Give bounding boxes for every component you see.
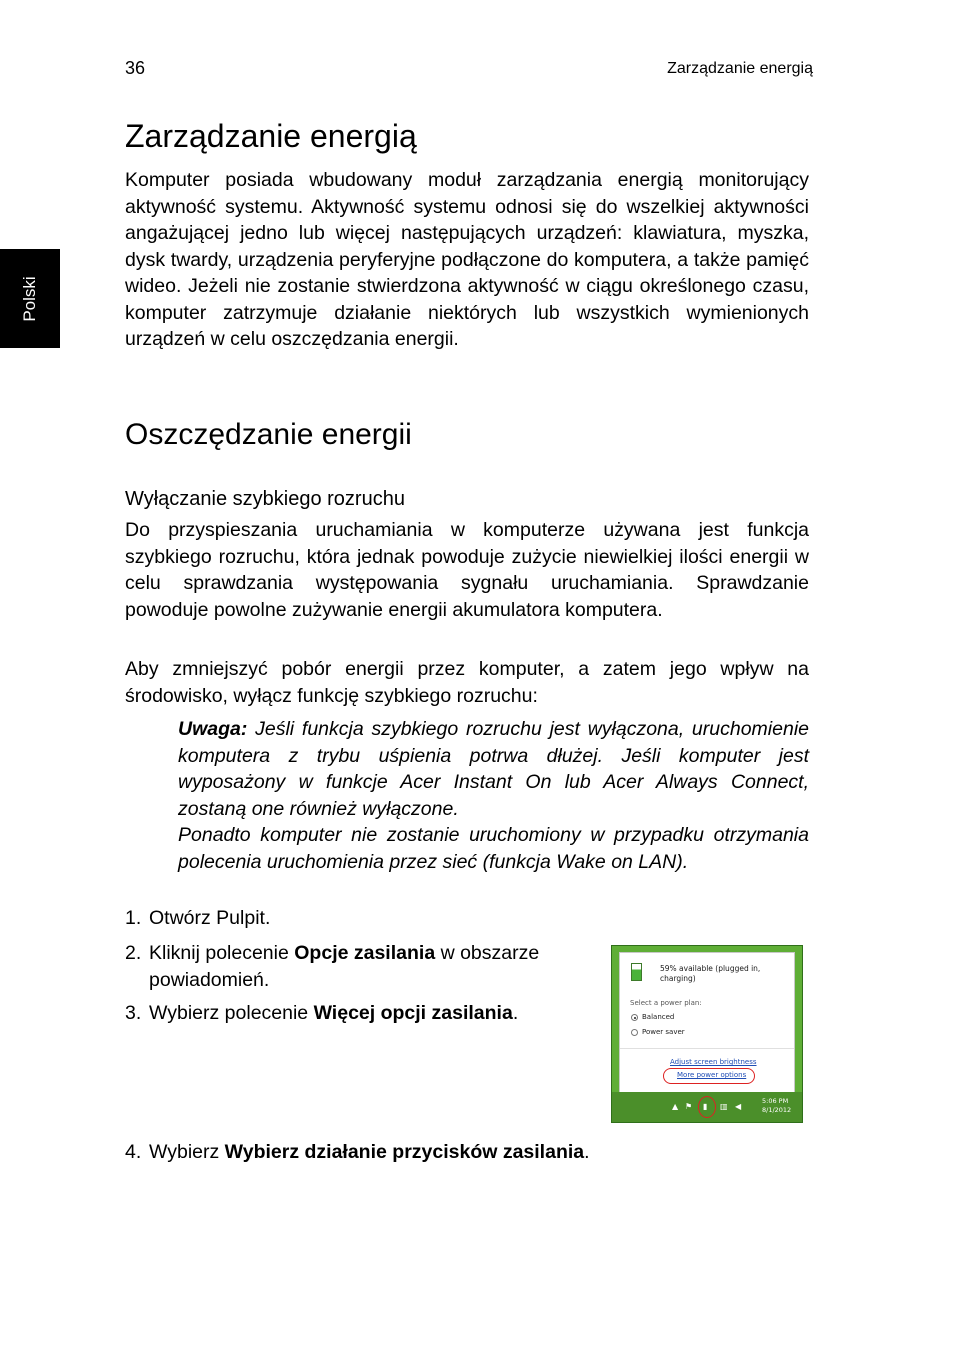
step-text-end: w obszarze — [435, 942, 540, 964]
reduce-energy-paragraph: Aby zmniejszyć pobór energii przez komputer, a zatem jego wpływ na środowisko, wyłącz funkcję szybkiego rozruchu: — [125, 658, 809, 707]
language-side-tab — [0, 249, 60, 348]
note-paragraph-1 — [178, 716, 809, 822]
step-text-end: . — [512, 1002, 519, 1024]
step-number: 3. — [125, 1002, 142, 1024]
adjust-brightness-link[interactable]: Adjust screen brightness — [670, 1058, 757, 1066]
power-plan-label: Select a power plan: — [630, 999, 702, 1007]
reduce-energy-paragraph-wrap — [125, 656, 809, 709]
intro-block — [125, 167, 809, 353]
panel-divider — [620, 1048, 794, 1049]
step-bold-text: Opcje zasilania — [294, 942, 436, 964]
section-title: Oszczędzanie energii — [125, 418, 412, 451]
taskbar-clock[interactable] — [762, 1097, 791, 1115]
step-text: Wybierz — [149, 1141, 225, 1163]
section-energy-saving — [125, 418, 809, 452]
note-block — [178, 716, 809, 875]
fast-startup-paragraph: Do przyspieszania uruchamiania w komputerze używana jest funkcja szybkiego rozruchu, która jednak powoduje zużycie niewielkiej ilości energii w celu sprawdzania występowania sygnału uruchamiania. Sprawdzanie powoduje powolne zużywanie energii akumulatora komputera. — [125, 519, 809, 621]
step-text: Wybierz polecenie — [149, 1002, 314, 1024]
power-flyout-screenshot — [611, 945, 803, 1123]
step-text: Otwórz Pulpit. — [149, 907, 271, 929]
step-text: Kliknij polecenie — [149, 942, 295, 964]
step-number: 4. — [125, 1141, 142, 1163]
power-flyout-panel — [619, 952, 795, 1093]
power-tray-icon[interactable]: ▮ — [703, 1102, 708, 1111]
page-number: 36 — [125, 58, 146, 78]
intro-paragraph: Komputer posiada wbudowany moduł zarządzania energią monitorujący aktywność systemu. Aktywność systemu odnosi się do wszelkiej aktywności angażującej jedno lub więcej następujących urządzeń: klawiatura, myszka, dysk twardy, urządzenia peryferyjne podłączone do komputera, a także pamięć wideo. Jeżeli nie zostanie stwierdzona aktywność w ciągu określonego czasu, komputer zatrzymuje działanie niektórych lub wszystkich wymienionych urządzeń w celu oszczędzania energii. — [125, 169, 809, 350]
step-3 — [125, 1000, 518, 1027]
subsection-heading-wrap — [125, 487, 809, 511]
step-4 — [125, 1139, 590, 1166]
highlight-circle — [663, 1068, 755, 1084]
volume-icon[interactable]: ◀ — [735, 1102, 742, 1111]
running-header: Zarządzanie energią — [667, 60, 813, 77]
show-hidden-icons-icon[interactable]: ▲ — [672, 1102, 679, 1111]
more-power-options-link[interactable]: More power options — [677, 1071, 747, 1079]
note-label: Uwaga: — [178, 718, 248, 740]
subsection-title: Wyłączanie szybkiego rozruchu — [125, 488, 405, 510]
language-label: Polski — [20, 276, 39, 322]
battery-status-text: 59% available (plugged in, charging) — [660, 964, 761, 983]
note-text-1: Jeśli funkcja szybkiego rozruchu jest wyłączona, uruchomienie komputera z trybu uśpienia potrwa dłużej. Jeśli komputer jest wyposażony w funkcje Acer Instant On lub Acer Always Connect, zostaną one również wyłączone. — [178, 718, 809, 820]
balanced-radio[interactable] — [631, 1014, 638, 1021]
step-number: 1. — [125, 907, 142, 929]
clock-time: 5:06 PM — [762, 1097, 789, 1105]
network-icon[interactable]: ▥ — [720, 1102, 728, 1111]
power-saver-radio[interactable] — [631, 1029, 638, 1036]
taskbar — [612, 1092, 802, 1122]
note-text-2: Ponadto komputer nie zostanie uruchomiony w przypadku otrzymania polecenia uruchomienia przez sieć (funkcja Wake on LAN). — [178, 824, 809, 873]
fast-startup-paragraph-wrap — [125, 517, 809, 623]
section-power-management — [125, 118, 809, 154]
step-number: 2. — [125, 942, 142, 964]
tray-highlight-circle — [698, 1096, 716, 1118]
page-title: Zarządzanie energią — [125, 118, 417, 154]
step-text-line2: powiadomień. — [149, 968, 270, 991]
clock-date: 8/1/2012 — [762, 1106, 792, 1114]
balanced-option-label: Balanced — [642, 1013, 675, 1021]
step-bold-text: Więcej opcji zasilania — [313, 1002, 513, 1024]
action-center-flag-icon[interactable]: ⚑ — [685, 1102, 693, 1111]
step-1 — [125, 905, 270, 932]
power-saver-option-label: Power saver — [642, 1028, 685, 1036]
step-text-end: . — [584, 1141, 590, 1163]
step-2 — [125, 940, 595, 993]
battery-icon — [631, 963, 642, 981]
step-bold-text: Wybierz działanie przycisków zasilania — [224, 1141, 585, 1163]
